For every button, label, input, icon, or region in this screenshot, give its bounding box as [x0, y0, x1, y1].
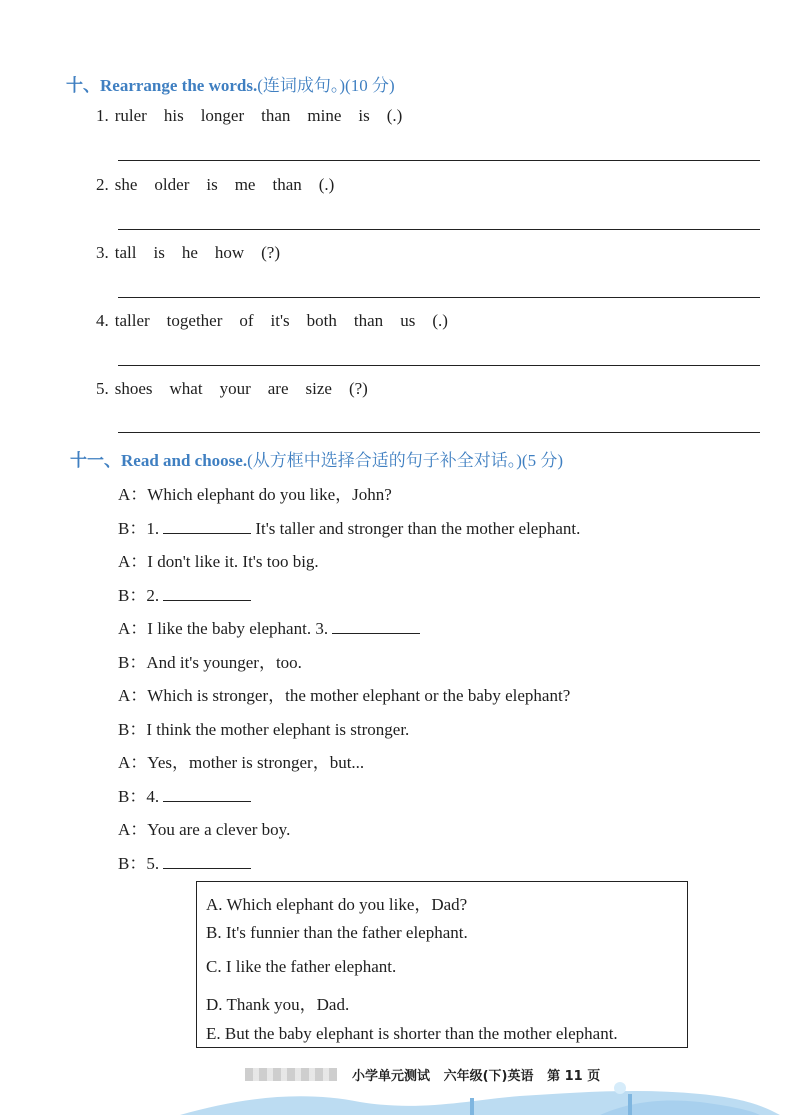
dialogue-line-2	[118, 514, 580, 539]
answer-line-2[interactable]	[118, 229, 760, 230]
dialogue-text: A：I don't like it. It's too big.	[118, 552, 319, 571]
word: than	[261, 106, 291, 125]
word: his	[163, 106, 184, 125]
dialogue-text: B：4.	[118, 786, 160, 806]
word: (.)	[318, 175, 335, 194]
rearrange-question-4	[96, 311, 465, 331]
dialogue-line-8	[118, 715, 409, 740]
dialogue-text: A：Which elephant do you like，John?	[118, 485, 392, 504]
word: both	[306, 311, 337, 330]
dialogue-text-after: It's taller and stronger than the mother elephant.	[251, 518, 581, 538]
word: size	[305, 379, 332, 398]
answer-line-5[interactable]	[118, 432, 760, 433]
option-b: B. It's funnier than the father elephant.	[206, 923, 468, 942]
dialogue-text: B：I think the mother elephant is stronger.	[118, 719, 410, 739]
word: ruler	[114, 106, 147, 125]
option-d: D. Thank you，Dad.	[206, 995, 350, 1014]
section-11-title: Read and choose.	[121, 451, 248, 470]
section-10-heading	[66, 71, 395, 96]
dialogue-text: A：I like the baby elephant. 3.	[118, 619, 329, 638]
section-11-number: 十一、	[70, 451, 121, 470]
question-number: 1.	[96, 106, 109, 125]
footer-decoration-hills	[0, 1080, 802, 1115]
word: of	[239, 311, 254, 330]
word: shoes	[114, 379, 153, 398]
dialogue-line-1	[118, 480, 392, 505]
word: is	[358, 106, 370, 125]
footer-grade: 六年级(下)英语	[443, 1069, 534, 1084]
option-c: C. I like the father elephant.	[206, 957, 397, 976]
dialogue-text: B：And it's younger，too.	[118, 652, 302, 672]
dialogue-text: B：5.	[118, 853, 160, 873]
word: she	[114, 175, 138, 194]
question-number: 2.	[96, 175, 109, 194]
option-a: A. Which elephant do you like，Dad?	[206, 895, 468, 914]
word: tall	[114, 243, 137, 262]
word: taller	[114, 311, 150, 330]
answer-line-3[interactable]	[118, 297, 760, 298]
section-10-title-cn: (连词成句。)(10 分)	[257, 76, 395, 95]
question-number: 5.	[96, 379, 109, 398]
rearrange-question-3	[96, 243, 297, 263]
dialogue-line-5	[118, 614, 420, 639]
word: me	[234, 175, 256, 194]
word: longer	[200, 106, 245, 125]
dialogue-line-11	[118, 815, 290, 840]
word: how	[214, 243, 245, 262]
word: than	[272, 175, 302, 194]
dialogue-line-3	[118, 547, 319, 572]
dialogue-text: A：You are a clever boy.	[118, 820, 291, 839]
answer-blank[interactable]	[163, 787, 251, 802]
word: your	[219, 379, 251, 398]
word: it's	[270, 311, 290, 330]
word: older	[154, 175, 190, 194]
word: (.)	[386, 106, 403, 125]
rearrange-question-2	[96, 175, 351, 195]
word: (?)	[261, 243, 281, 262]
answer-blank[interactable]	[332, 619, 420, 634]
dialogue-line-9	[118, 748, 364, 773]
word: (.)	[432, 311, 448, 330]
section-10-title: Rearrange the words.	[100, 76, 258, 95]
dialogue-text: A：Which is stronger，the mother elephant or the baby elephant?	[118, 686, 571, 705]
word: (?)	[348, 379, 368, 398]
dialogue-text: B：2.	[118, 585, 160, 605]
answer-blank[interactable]	[163, 586, 251, 601]
answer-line-1[interactable]	[118, 160, 760, 161]
dialogue-text: B：1.	[118, 518, 160, 538]
word: what	[169, 379, 203, 398]
dialogue-line-6	[118, 648, 302, 673]
word: than	[353, 311, 384, 330]
word: mine	[307, 106, 342, 125]
rearrange-question-5	[96, 379, 385, 399]
section-11-heading	[70, 446, 563, 471]
section-11-title-cn: (从方框中选择合适的句子补全对话。)(5 分)	[247, 451, 564, 470]
dialogue-text: A：Yes，mother is stronger，but...	[118, 753, 365, 772]
word: together	[166, 311, 223, 330]
options-box	[196, 881, 688, 1048]
answer-blank[interactable]	[163, 854, 251, 869]
footer-book: 小学单元测试	[352, 1069, 431, 1084]
dialogue-line-10	[118, 782, 251, 807]
word: are	[267, 379, 289, 398]
question-number: 4.	[96, 311, 109, 330]
word: is	[153, 243, 165, 262]
answer-line-4[interactable]	[118, 365, 760, 366]
word: us	[400, 311, 416, 330]
footer-page: 第 11 页	[547, 1069, 601, 1084]
word: is	[206, 175, 218, 194]
answer-blank[interactable]	[163, 519, 251, 534]
option-e: E. But the baby elephant is shorter than the mother elephant.	[206, 1024, 618, 1043]
word: he	[181, 243, 198, 262]
section-10-number: 十、	[66, 76, 100, 95]
dialogue-line-4	[118, 581, 251, 606]
dialogue-line-12	[118, 849, 251, 874]
rearrange-question-1	[96, 106, 419, 126]
dialogue-line-7	[118, 681, 570, 706]
question-number: 3.	[96, 243, 109, 262]
